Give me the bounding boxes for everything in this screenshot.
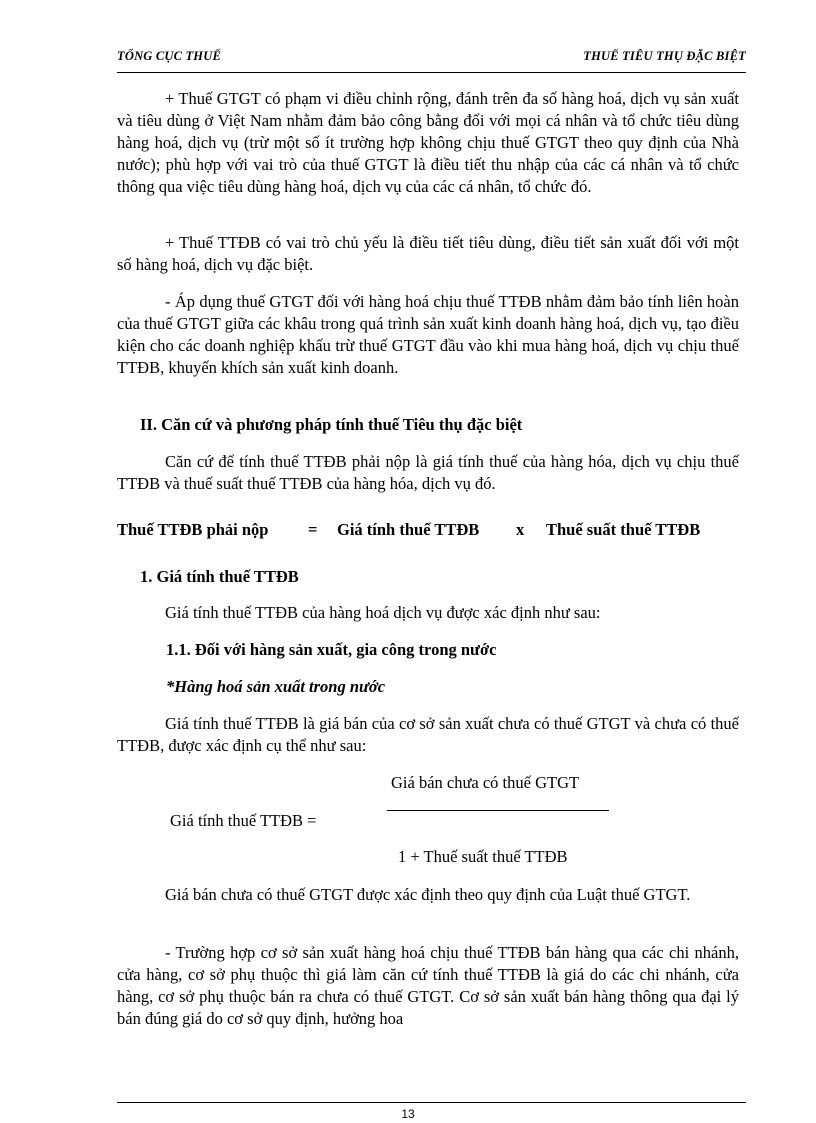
formula-equals: = [308,520,318,539]
header-divider [117,72,746,73]
header-left-title: TỔNG CỤC THUẾ [117,49,221,63]
subheading-domestic-production: 1.1. Đối với hàng sản xuất, gia công trong nước [166,640,497,659]
paragraph-basis: Căn cứ để tính thuế TTĐB phải nộp là giá tính thuế của hàng hóa, dịch vụ chịu thuế TTĐB và thuế suất thuế TTĐB của hàng hóa, dịch vụ đó. [117,452,739,493]
paragraph-price-definition: Giá tính thuế TTĐB là giá bán của cơ sở sản xuất chưa có thuế GTGT và chưa có thuế TTĐB, được xác định cụ thể như sau: [117,714,739,755]
footer-divider [117,1102,746,1103]
formula-term-price: Giá tính thuế TTĐB [337,520,480,539]
paragraph-gtgt-scope: + Thuế GTGT có phạm vi điều chỉnh rộng, đánh trên đa số hàng hoá, dịch vụ sản xuất và tiêu dùng ở Việt Nam nhằm đảm bảo công bằng đối với mọi cá nhân và tổ chức tiêu dùng hàng hoá, dịch vụ (trừ một số ít trường hợp không chịu thuế GTGT theo quy định của Nhà nước); phù hợp với vai trò của thuế GTGT là điều tiết thu nhập của các cá nhân và tổ chức thông qua việc tiêu dùng hàng hoá, dịch vụ của các cá nhân, tổ chức đó. [117,89,739,196]
formula-multiply: x [516,520,525,539]
paragraph-price-intro: Giá tính thuế TTĐB của hàng hoá dịch vụ được xác định như sau: [165,603,601,622]
paragraph-gtgt-application: - Áp dụng thuế GTGT đối với hàng hoá chịu thuế TTĐB nhằm đảm bảo tính liên hoàn của thuế GTGT giữa các khâu trong quá trình sản xuất kinh doanh hàng hoá, dịch vụ, tạo điều kiện cho các doanh nghiệp khấu trừ thuế GTGT đầu vào khi mua hàng hoá, dịch vụ chịu thuế TTĐB, khuyến khích sản xuất kinh doanh. [117,292,739,377]
paragraph-gtgt-price: Giá bán chưa có thuế GTGT được xác định theo quy định của Luật thuế GTGT. [165,885,691,904]
page-number: 13 [401,1107,415,1121]
page-header [117,49,746,69]
fraction-bar [387,810,609,811]
header-right-title: THUẾ TIÊU THỤ ĐẶC BIỆT [583,49,746,63]
fraction-numerator: Giá bán chưa có thuế GTGT [391,773,580,792]
formula-term-rate: Thuế suất thuế TTĐB [546,520,701,539]
fraction-lhs: Giá tính thuế TTĐB = [170,811,317,830]
section-heading: II. Căn cứ và phương pháp tính thuế Tiêu thụ đặc biệt [140,415,523,434]
subheading-domestic-goods: *Hàng hoá sản xuất trong nước [166,677,386,696]
paragraph-ttdb-role: + Thuế TTĐB có vai trò chủ yếu là điều tiết tiêu dùng, điều tiết sản xuất đối với một số hàng hoá, dịch vụ đặc biệt. [117,233,739,274]
subheading-taxable-price: 1. Giá tính thuế TTĐB [140,567,299,586]
formula-lhs: Thuế TTĐB phải nộp [117,520,269,539]
fraction-denominator: 1 + Thuế suất thuế TTĐB [398,847,568,866]
paragraph-branch-sales: - Trường hợp cơ sở sản xuất hàng hoá chịu thuế TTĐB bán hàng qua các chi nhánh, cửa hàng, cơ sở phụ thuộc thì giá làm căn cứ tính thuế TTĐB là giá do các chi nhánh, cửa hàng, cơ sở phụ thuộc bán ra chưa có thuế GTGT. Cơ sở sản xuất bán hàng thông qua đại lý bán đúng giá do cơ sở quy định, hưởng hoa [117,943,739,1028]
